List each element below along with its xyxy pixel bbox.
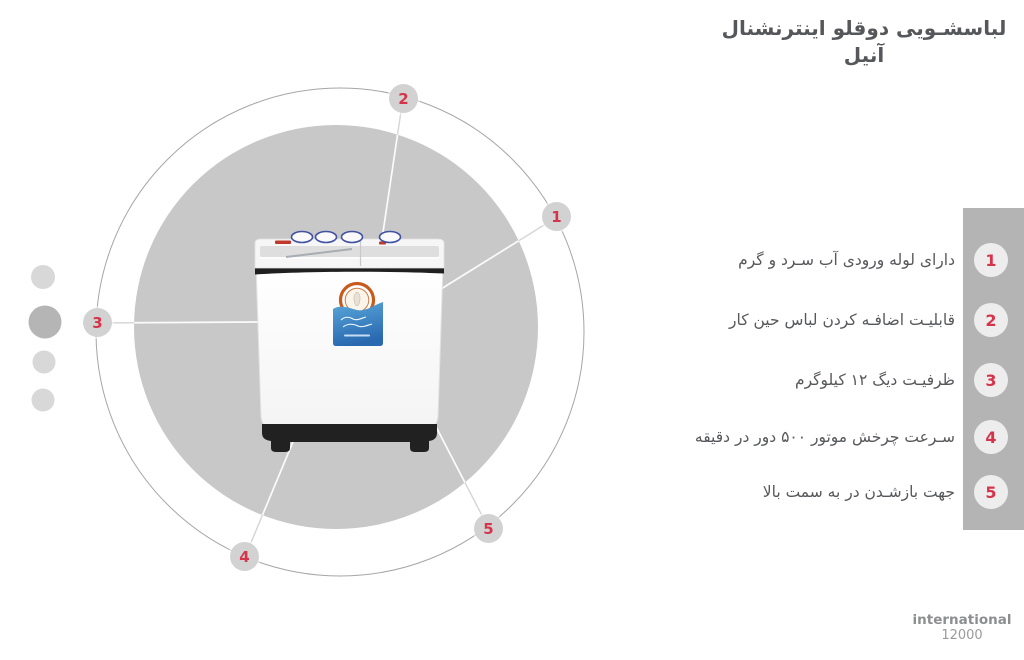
pagination-dots	[29, 265, 62, 412]
brand-logo-mark	[275, 241, 291, 245]
callout-marker-5: 5	[474, 514, 503, 543]
model-number: 12000	[941, 628, 983, 643]
feature-number-1: 1	[974, 243, 1008, 277]
feature-text-2: قابلیـت اضافـه کردن لباس حین کار	[728, 311, 955, 329]
callout-marker-1: 1	[542, 202, 571, 231]
page-title-line2: آنیل	[843, 43, 885, 67]
feature-number-2: 2	[974, 303, 1008, 337]
pagination-dot	[33, 351, 56, 374]
page-title-line1: لباسشـویی دوقلو اینترنشنال	[721, 16, 1007, 40]
callout-marker-4: 4	[230, 542, 259, 571]
pagination-dot	[31, 265, 55, 289]
feature-text-1: دارای لوله ورودی آب سـرد و گرم	[738, 251, 955, 269]
control-knobs	[292, 232, 401, 243]
feature-number-3: 3	[974, 363, 1008, 397]
pagination-dot	[32, 389, 55, 412]
feature-text-4: سـرعت چرخش موتور ۵۰۰ دور در دقیقه	[694, 428, 955, 446]
callout-marker-2: 2	[389, 84, 418, 113]
feature-text-3: ظرفیـت دیگ ۱۲ کیلوگرم	[795, 371, 955, 389]
pagination-dot-active	[29, 306, 62, 339]
callout-marker-3: 3	[83, 308, 112, 337]
footer-brand-block	[862, 612, 1024, 644]
brand-name: international	[912, 612, 1012, 628]
feature-number-4: 4	[974, 420, 1008, 454]
lid-recess	[260, 246, 439, 257]
feature-text-5: جهت بازشـدن در به سمت بالا	[762, 483, 955, 501]
page-title	[714, 15, 1014, 69]
washing-machine-image	[255, 232, 444, 453]
feature-number-5: 5	[974, 475, 1008, 509]
